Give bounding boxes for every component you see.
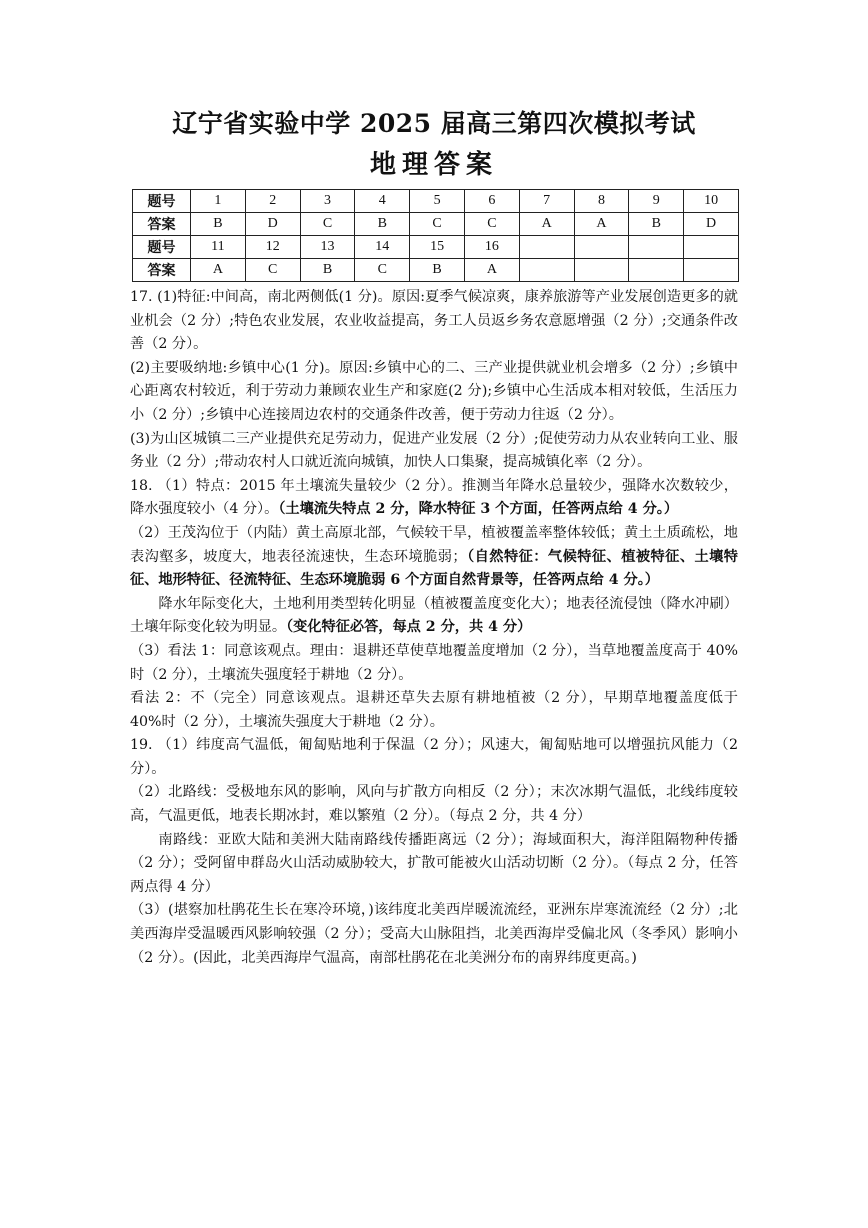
table-cell: A xyxy=(574,213,629,236)
answer-table xyxy=(132,189,739,282)
table-cell: 12 xyxy=(245,236,300,259)
q19-part3: （3）(堪察加杜鹃花生长在寒冷环境，)该纬度北美西岸暖流流经，亚洲东岸寒流流经（2 分）;北美西海岸受温暖西风影响较强（2 分）；受高大山脉阻挡，北美西海岸受偏北风（冬季风）影响小（2 分）。(因此，北美西海岸气温高，南部杜鹃花在北美洲分布的南界纬度更高。) xyxy=(130,902,738,966)
table-cell xyxy=(574,236,629,259)
table-cell: 9 xyxy=(629,190,684,213)
q17-part1: 17. (1)特征:中间高，南北两侧低(1 分)。原因:夏季气候凉爽，康养旅游等产业发展创造更多的就业机会（2 分）;特色农业发展，农业收益提高，务工人员返乡务农意愿增强（2 分）;交通条件改善（2 分）。 xyxy=(130,289,738,353)
q18-part1-scoring-note: （土壤流失特点 2 分，降水特征 3 个方面，任答两点给 4 分。） xyxy=(278,501,679,518)
q19-part2-north: （2）北路线：受极地东风的影响，风向与扩散方向相反（2 分）；末次冰期气温低，北线纬度较高，气温更低，地表长期冰封，难以繁殖（2 分）。（每点 2 分，共 4 分） xyxy=(130,784,738,825)
table-cell: A xyxy=(191,259,246,282)
q18-part2b-text: 降水年际变化大，土地利用类型转化明显（植被覆盖度变化大）；地表径流侵蚀（降水冲刷）土壤年际变化较为明显。 xyxy=(130,595,738,636)
table-cell: C xyxy=(355,259,410,282)
q18-part1 xyxy=(130,475,738,522)
page-subtitle: 地理答案 xyxy=(369,150,498,180)
table-cell: D xyxy=(684,213,739,236)
table-row xyxy=(133,213,739,236)
answer-explanations xyxy=(130,286,738,970)
q18-part3-view1: （3）看法 1：同意该观点。理由：退耕还草使草地覆盖度增加（2 分），当草地覆盖度高于 40%时（2 分），土壤流失强度轻于耕地（2 分）。 xyxy=(130,642,738,683)
table-cell: B xyxy=(629,213,684,236)
table-cell: 4 xyxy=(355,190,410,213)
table-cell: B xyxy=(191,213,246,236)
table-cell: C xyxy=(410,213,465,236)
q18-part1-text: 18. （1）特点：2015 年土壤流失量较少（2 分）。推测当年降水总量较少，强降水次数较少，降水强度较小（4 分）。 xyxy=(130,477,738,518)
row-label: 答案 xyxy=(133,213,191,236)
q18-part2b xyxy=(130,593,738,640)
page-title: 辽宁省实验中学 2025 届高三第四次模拟考试 xyxy=(172,109,696,138)
table-cell: 10 xyxy=(684,190,739,213)
q19-part1: 19. （1）纬度高气温低，匍匐贴地利于保温（2 分）；风速大，匍匐贴地可以增强抗风能力（2 分）。 xyxy=(130,737,738,777)
table-cell: 7 xyxy=(519,190,574,213)
table-cell: C xyxy=(245,259,300,282)
table-cell: B xyxy=(355,213,410,236)
table-cell: 6 xyxy=(464,190,519,213)
q18-part2-scoring-note: （自然特征：气候特征、植被特征、土壤特征、地形特征、径流特征、生态环境脆弱 6 个方面自然背景等，任答两点给 4 分。） xyxy=(130,548,738,589)
row-label: 答案 xyxy=(133,259,191,282)
q18-part2-text: （2）王茂沟位于（内陆）黄土高原北部，气候较干旱，植被覆盖率整体较低；黄土土质疏松，地表沟壑多，坡度大，地表径流速快，生态环境脆弱； xyxy=(130,524,738,565)
table-cell: 15 xyxy=(410,236,465,259)
table-cell: 11 xyxy=(191,236,246,259)
q18-part2 xyxy=(130,522,738,593)
table-cell: 2 xyxy=(245,190,300,213)
table-cell xyxy=(629,236,684,259)
row-label: 题号 xyxy=(133,190,191,213)
table-cell xyxy=(684,236,739,259)
table-cell xyxy=(629,259,684,282)
table-cell: 1 xyxy=(191,190,246,213)
table-cell xyxy=(519,236,574,259)
table-cell xyxy=(574,259,629,282)
q17-part3: (3)为山区城镇二三产业提供充足劳动力，促进产业发展（2 分）;促使劳动力从农业转向工业、服务业（2 分）;带动农村人口就近流向城镇，加快人口集聚，提高城镇化率（2 分）。 xyxy=(130,430,738,471)
q18-part3-view2: 看法 2：不（完全）同意该观点。退耕还草失去原有耕地植被（2 分），早期草地覆盖度低于 40%时（2 分），土壤流失强度大于耕地（2 分）。 xyxy=(130,690,738,730)
table-cell: D xyxy=(245,213,300,236)
q18-part2b-scoring-note: （变化特征必答，每点 2 分，共 4 分） xyxy=(286,619,532,636)
table-cell: 14 xyxy=(355,236,410,259)
table-cell: B xyxy=(300,259,355,282)
table-cell xyxy=(519,259,574,282)
table-row xyxy=(133,259,739,282)
table-cell: 8 xyxy=(574,190,629,213)
table-cell: 16 xyxy=(464,236,519,259)
q19-part2-south: 南路线：亚欧大陆和美洲大陆南路线传播距离远（2 分）；海域面积大，海洋阻隔物种传播（2 分）；受阿留申群岛火山活动威胁较大，扩散可能被火山活动切断（2 分）。（每点 2 分，任答两点得 4 分） xyxy=(130,831,738,895)
table-cell: 3 xyxy=(300,190,355,213)
table-row xyxy=(133,190,739,213)
table-cell: A xyxy=(519,213,574,236)
table-cell: C xyxy=(300,213,355,236)
table-cell: B xyxy=(410,259,465,282)
table-cell xyxy=(684,259,739,282)
table-row xyxy=(133,236,739,259)
table-cell: 5 xyxy=(410,190,465,213)
table-cell: C xyxy=(464,213,519,236)
q17-part2: (2)主要吸纳地:乡镇中心(1 分)。原因:乡镇中心的二、三产业提供就业机会增多（2 分）;乡镇中心距离农村较近，利于劳动力兼顾农业生产和家庭(2 分);乡镇中心生活成本相对较低，生活压力小（2 分）;乡镇中心连接周边农村的交通条件改善，便于劳动力往返（2 分）。 xyxy=(130,359,738,423)
row-label: 题号 xyxy=(133,236,191,259)
table-cell: 13 xyxy=(300,236,355,259)
table-cell: A xyxy=(464,259,519,282)
